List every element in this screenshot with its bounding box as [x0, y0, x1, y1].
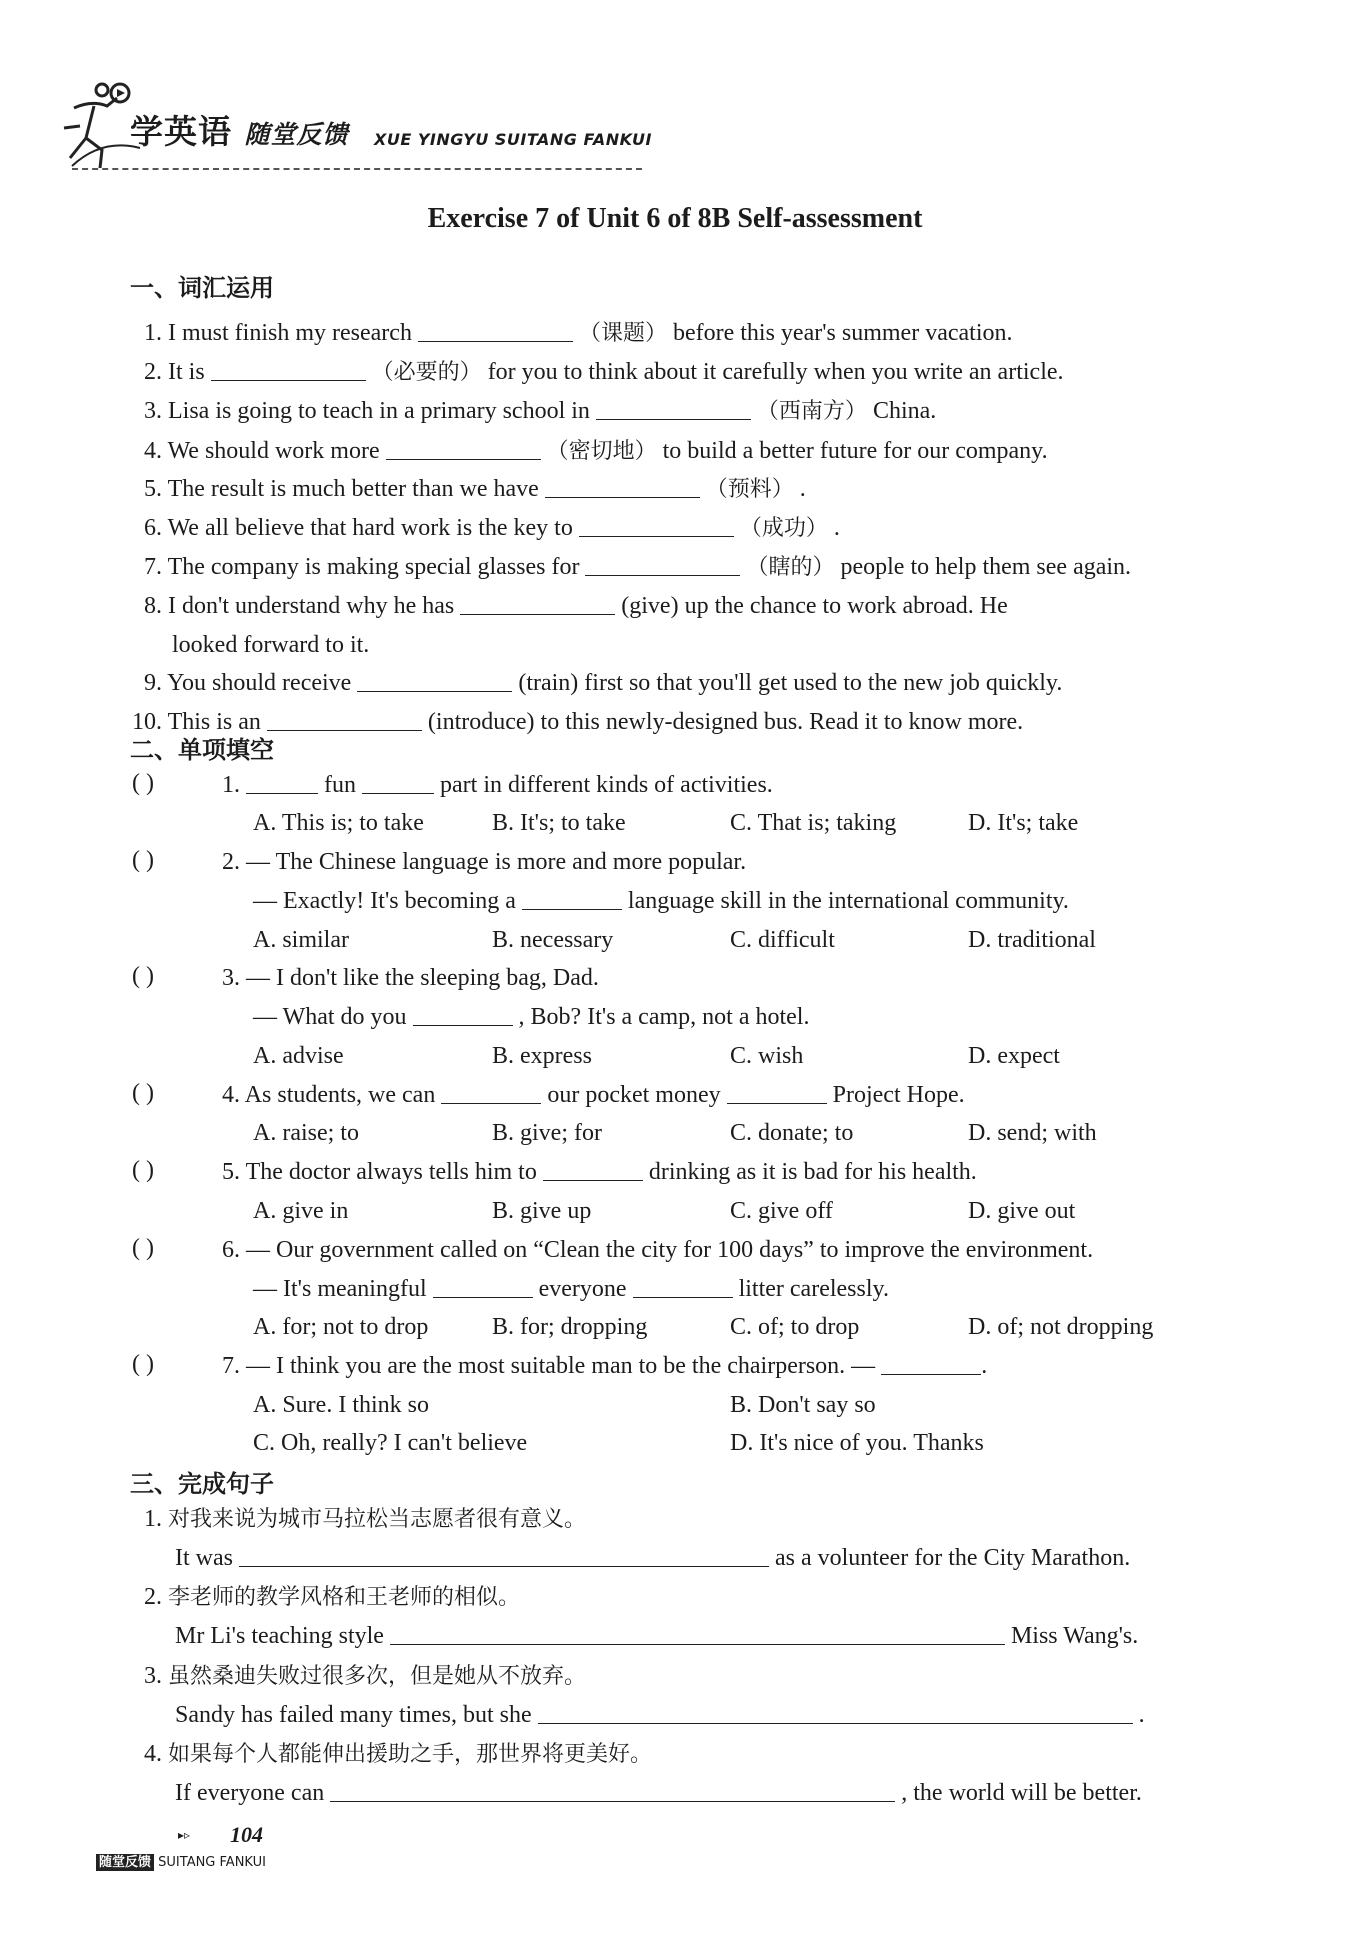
vocab-item [130, 436, 1048, 467]
footer-tag [96, 1851, 266, 1870]
sentence-end: . [1138, 1702, 1145, 1728]
item-text: Lisa is going to teach in a primary school in [168, 398, 590, 424]
item-number: 2. [144, 359, 162, 385]
option-b[interactable]: B. give up [492, 1198, 592, 1224]
q-text: — Exactly! It's becoming a [253, 888, 516, 914]
q-text: — I think you are the most suitable man to be the chairperson. — [246, 1353, 876, 1379]
item-number: 3. [144, 398, 162, 424]
option-d[interactable]: D. traditional [968, 927, 1096, 953]
option-b[interactable]: D. It's nice of you. Thanks [730, 1430, 984, 1456]
question-line [222, 1157, 977, 1187]
q-number: 4. [222, 1082, 240, 1108]
vocab-item [130, 474, 806, 505]
answer-blank[interactable] [522, 887, 622, 910]
english-sentence [175, 1700, 1145, 1730]
sentence-end: , the world will be better. [901, 1780, 1142, 1806]
q-number: 6. [222, 1237, 240, 1263]
sentence-end: as a volunteer for the City Marathon. [774, 1545, 1131, 1571]
item-number: 6. [144, 515, 162, 541]
answer-bracket[interactable]: ( ) [132, 1351, 154, 1377]
item-number: 4. [144, 438, 162, 464]
item-number: 2. [144, 1584, 162, 1610]
answer-line[interactable] [538, 1701, 1133, 1724]
vocab-item [130, 396, 936, 427]
question-line [253, 886, 1069, 916]
sentence-end: Miss Wang's. [1010, 1623, 1139, 1649]
item-number: 1. [144, 1506, 162, 1532]
chinese-sentence: 对我来说为城市马拉松当志愿者很有意义。 [168, 1507, 587, 1532]
vocab-item [130, 513, 840, 544]
option-a[interactable]: A. raise; to [253, 1120, 359, 1146]
option-b[interactable]: B. It's; to take [492, 810, 626, 836]
answer-blank[interactable] [413, 1003, 513, 1026]
q-text: language skill in the international community. [627, 888, 1069, 914]
item-text-end: up the chance to work abroad. He [684, 593, 1008, 619]
option-b[interactable]: B. necessary [492, 927, 614, 953]
q-text: , Bob? It's a camp, not a hotel. [518, 1004, 810, 1030]
answer-line[interactable] [239, 1544, 769, 1567]
brand-chinese [130, 106, 349, 153]
question-line [222, 770, 773, 800]
item-number: 9. [144, 670, 162, 696]
item-text: The result is much better than we have [167, 476, 539, 502]
q-text: Project Hope. [832, 1082, 965, 1108]
option-a[interactable]: A. for; not to drop [253, 1314, 429, 1340]
answer-blank[interactable] [543, 1158, 643, 1181]
answer-blank[interactable] [267, 708, 422, 731]
option-b[interactable]: B. Don't say so [730, 1392, 876, 1418]
question-line [222, 1351, 987, 1381]
q-text: — Our government called on “Clean the city for 100 days” to improve the environment. [246, 1237, 1094, 1263]
sentence-start: It was [175, 1545, 233, 1571]
item-text: We should work more [167, 438, 380, 464]
item-text: I must finish my research [168, 320, 412, 346]
answer-blank[interactable] [633, 1275, 733, 1298]
brand-title: 学英语 [130, 112, 232, 151]
item-number: 3. [144, 1663, 162, 1689]
section1-heading: 一、词汇运用 [130, 274, 274, 302]
answer-blank[interactable] [727, 1081, 827, 1104]
item-text-end: people to help them see again. [840, 554, 1132, 580]
sentence-start: Mr Li's teaching style [175, 1623, 384, 1649]
item-text-end: to build a better future for our company. [662, 438, 1048, 464]
option-a[interactable]: A. give in [253, 1198, 349, 1224]
answer-blank[interactable] [433, 1275, 533, 1298]
answer-blank[interactable] [596, 397, 751, 420]
q-text: . [981, 1353, 988, 1379]
item-text-end: before this year's summer vacation. [672, 320, 1013, 346]
translate-item [130, 1582, 520, 1613]
answer-blank[interactable] [460, 592, 615, 615]
item-text: The company is making special glasses for [167, 554, 580, 580]
translate-item [130, 1661, 586, 1692]
item-hint: (train) [518, 670, 579, 696]
item-text: We all believe that hard work is the key to [167, 515, 573, 541]
header-banner [62, 78, 662, 178]
option-a[interactable]: A. similar [253, 927, 349, 953]
q-text: litter carelessly. [738, 1276, 889, 1302]
item-text: This is an [167, 709, 261, 735]
answer-blank[interactable] [211, 358, 366, 381]
option-b[interactable]: B. give; for [492, 1120, 602, 1146]
option-c[interactable]: C. wish [730, 1043, 804, 1069]
item-hint: （成功） [739, 516, 828, 541]
footer-arrows-icon: ▸▹ [178, 1828, 191, 1842]
item-number: 4. [144, 1741, 162, 1767]
question-line [222, 1235, 1093, 1265]
answer-line[interactable] [330, 1779, 895, 1802]
q-text: — I don't like the sleeping bag, Dad. [246, 965, 599, 991]
answer-blank[interactable] [246, 771, 318, 794]
item-text-end: . [799, 476, 806, 502]
question-line [253, 1274, 889, 1304]
chinese-sentence: 虽然桑迪失败过很多次，但是她从不放弃。 [168, 1664, 587, 1689]
q-text: drinking as it is bad for his health. [648, 1159, 977, 1185]
answer-line[interactable] [390, 1622, 1005, 1645]
option-a[interactable]: A. advise [253, 1043, 344, 1069]
english-sentence [175, 1778, 1142, 1808]
q-number: 5. [222, 1159, 240, 1185]
item-hint: （课题） [578, 321, 667, 346]
translate-item [130, 1504, 586, 1535]
translate-item [130, 1739, 652, 1770]
question-line [253, 1002, 809, 1032]
item-hint: (give) [621, 593, 679, 619]
item-text-end: . [833, 515, 840, 541]
q-number: 1. [222, 772, 240, 798]
answer-bracket[interactable]: ( ) [132, 770, 154, 796]
answer-blank[interactable] [881, 1352, 981, 1375]
chinese-sentence: 如果每个人都能伸出援助之手，那世界将更美好。 [168, 1742, 653, 1767]
item-number: 7. [144, 554, 162, 580]
item-text: I don't understand why he has [168, 593, 455, 619]
page-number: 104 [230, 1822, 263, 1847]
item-hint: （西南方） [756, 399, 867, 424]
option-c[interactable]: C. give off [730, 1198, 833, 1224]
answer-bracket[interactable]: ( ) [132, 1235, 154, 1261]
item-number: 10. [132, 709, 162, 735]
brand-subtitle: 随堂反馈 [244, 120, 349, 149]
answer-blank[interactable] [579, 514, 734, 537]
answer-blank[interactable] [585, 553, 740, 576]
option-a[interactable]: A. Sure. I think so [253, 1392, 429, 1418]
question-line [222, 1080, 965, 1110]
item-text: You should receive [167, 670, 352, 696]
option-c[interactable]: C. of; to drop [730, 1314, 860, 1340]
q-number: 2. [222, 849, 240, 875]
vocab-item [130, 668, 1062, 698]
header-divider [72, 168, 642, 170]
q-number: 3. [222, 965, 240, 991]
english-sentence [175, 1543, 1130, 1573]
item-number: 5. [144, 476, 162, 502]
vocab-item [130, 318, 1013, 349]
answer-bracket[interactable]: ( ) [132, 847, 154, 873]
q-text: part in different kinds of activities. [440, 772, 773, 798]
item-hint: (introduce) [427, 709, 535, 735]
section2-heading: 二、单项填空 [130, 736, 274, 764]
option-a[interactable]: A. This is; to take [253, 810, 424, 836]
answer-blank[interactable] [418, 319, 573, 342]
q-text: our pocket money [547, 1082, 721, 1108]
option-c[interactable]: C. That is; taking [730, 810, 897, 836]
item-hint: （瞎的） [746, 555, 835, 580]
footer-tag-en: SUITANG FANKUI [158, 1855, 266, 1870]
q-text: The doctor always tells him to [245, 1159, 537, 1185]
question-line [222, 963, 599, 993]
vocab-item [130, 552, 1131, 583]
answer-bracket[interactable]: ( ) [132, 1080, 154, 1106]
q-text: fun [324, 772, 356, 798]
english-sentence [175, 1621, 1138, 1651]
q-text: everyone [538, 1276, 627, 1302]
q-text: — It's meaningful [253, 1276, 427, 1302]
vocab-item [172, 630, 369, 660]
option-d[interactable]: D. It's; take [968, 810, 1079, 836]
item-text: looked forward to it. [172, 632, 370, 658]
page-title: Exercise 7 of Unit 6 of 8B Self-assessment [427, 203, 923, 234]
item-hint: （预料） [705, 477, 794, 502]
vocab-item [130, 591, 1008, 621]
answer-blank[interactable] [362, 771, 434, 794]
option-b[interactable]: B. for; dropping [492, 1314, 648, 1340]
chinese-sentence: 李老师的教学风格和王老师的相似。 [168, 1585, 521, 1610]
option-a[interactable]: C. Oh, really? I can't believe [253, 1430, 528, 1456]
footer-tag-cn: 随堂反馈 [96, 1854, 154, 1871]
item-text-end: for you to think about it carefully when you write an article. [487, 359, 1064, 385]
answer-blank[interactable] [441, 1081, 541, 1104]
sentence-start: If everyone can [175, 1780, 325, 1806]
item-text-end: China. [872, 398, 937, 424]
option-c[interactable]: C. donate; to [730, 1120, 854, 1146]
item-hint: （密切地） [546, 439, 657, 464]
answer-bracket[interactable]: ( ) [132, 963, 154, 989]
item-text-end: to this newly-designed bus. Read it to know more. [540, 709, 1024, 735]
answer-blank[interactable] [545, 475, 700, 498]
answer-blank[interactable] [357, 669, 512, 692]
item-text: It is [168, 359, 205, 385]
q-text: — What do you [253, 1004, 407, 1030]
section3-heading: 三、完成句子 [130, 1470, 274, 1498]
vocab-item [130, 357, 1064, 388]
q-text: — The Chinese language is more and more popular. [246, 849, 747, 875]
option-d[interactable]: D. give out [968, 1198, 1076, 1224]
option-c[interactable]: C. difficult [730, 927, 835, 953]
answer-blank[interactable] [386, 437, 541, 460]
option-d[interactable]: D. send; with [968, 1120, 1097, 1146]
q-number: 7. [222, 1353, 240, 1379]
option-b[interactable]: B. express [492, 1043, 592, 1069]
q-text: As students, we can [244, 1082, 436, 1108]
option-d[interactable]: D. of; not dropping [968, 1314, 1154, 1340]
item-number: 8. [144, 593, 162, 619]
item-number: 1. [144, 320, 162, 346]
answer-bracket[interactable]: ( ) [132, 1157, 154, 1183]
item-hint: （必要的） [371, 360, 482, 385]
item-text-end: first so that you'll get used to the new job quickly. [584, 670, 1063, 696]
question-line [222, 847, 746, 877]
brand-english: XUE YINGYU SUITANG FANKUI [374, 130, 652, 149]
sentence-start: Sandy has failed many times, but she [175, 1702, 532, 1728]
option-d[interactable]: D. expect [968, 1043, 1060, 1069]
